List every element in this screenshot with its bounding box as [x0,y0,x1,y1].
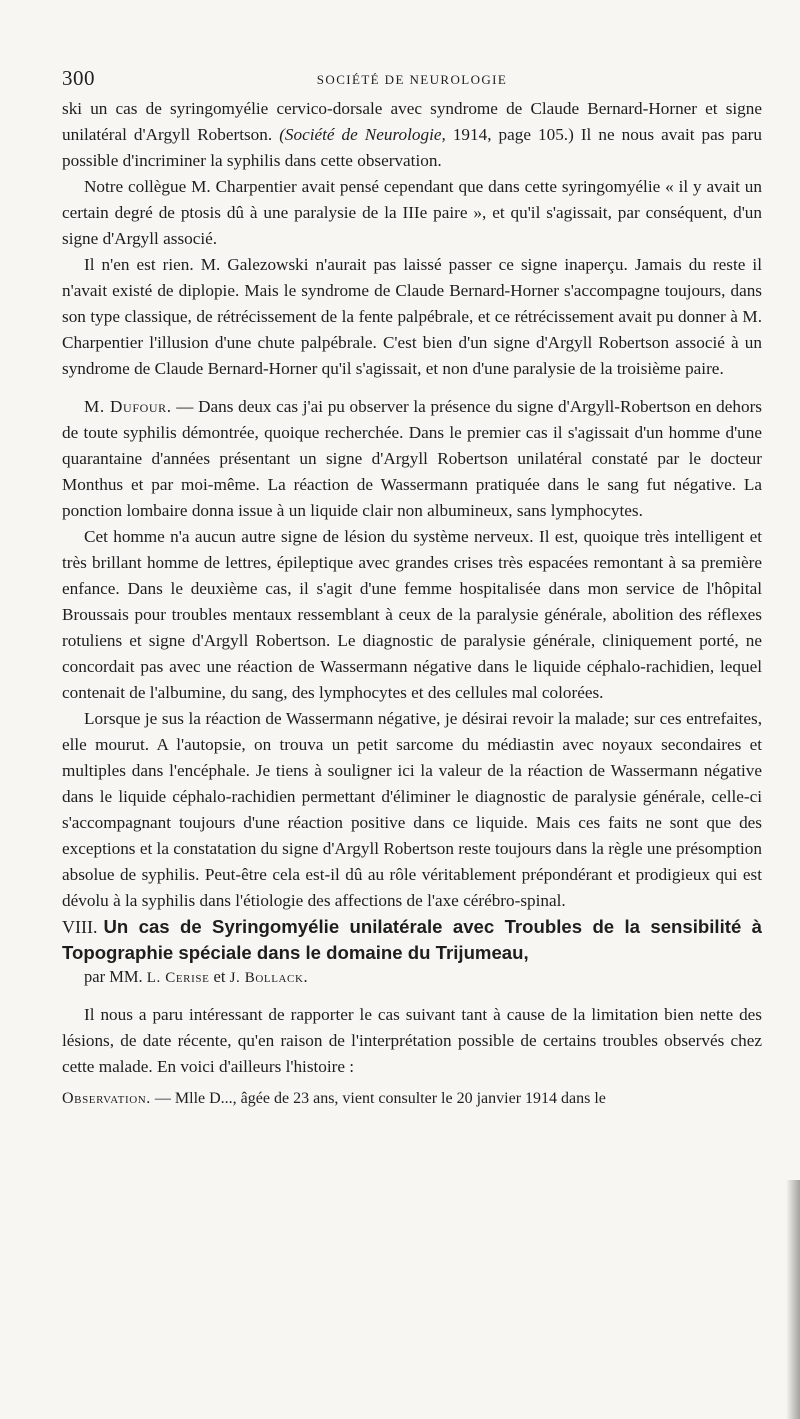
body-text [62,96,762,1112]
paragraph-4-text: — Dans deux cas j'ai pu observer la présence du signe d'Argyll-Robertson en dehors de toute syphilis démontrée, quoique recherchée. Dans le premier cas il s'agissait d'un homme d'une quarantaine d'années présentant un signe d'Argyll Robertson unilatéral constaté par le docteur Monthus et par moi-même. La réaction de Wassermann pratiquée dans le sang fut négative. La ponction lombaire donna issue à un liquide clair non albumineux, sans lymphocytes. [62,397,762,520]
paragraph-7: Il nous a paru intéressant de rapporter le cas suivant tant à cause de la limitation bien nette des lésions, de date récente, qu'en raison de l'interprétation possible de certains troubles observés chez cette malade. En voici d'ailleurs l'histoire : [62,1005,762,1076]
observation-text: — Mlle D..., âgée de 23 ans, vient consulter le 20 janvier 1914 dans le [150,1090,606,1107]
page-number: 300 [62,66,95,90]
observation-line [62,1086,762,1112]
paragraph-1-text-b: 1914, page 105.) Il ne nous avait pas paru possible d'incriminer la syphilis dans cette observation. [62,125,762,170]
author-bollack: J. Bollack [229,970,304,986]
paragraph-6: Lorsque je sus la réaction de Wassermann négative, je désirai revoir la malade; sur ces entrefaites, elle mourut. A l'autopsie, on trouva un petit sarcome du médiastin avec noyaux secondaires et multiples dans l'encéphale. Je tiens à souligner ici la valeur de la réaction de Wassermann négative dans le liquide céphalo-rachidien permettant d'éliminer le diagnostic de paralysie générale, celle-ci s'accompagnant toujours d'une réaction positive dans ce liquide. Mais ces faits ne sont que des exceptions et la constatation du signe d'Argyll Robertson reste toujours dans la règle une présomption absolue de syphilis. Peut-être cela est-il dû au rôle véritablement prépondérant et prodigieux qui est dévolu à la syphilis dans l'étiologie des affections de l'axe cérébro-spinal. [62,709,762,910]
paragraph-5: Cet homme n'a aucun autre signe de lésion du système nerveux. Il est, quoique très intelligent et très brillant homme de lettres, épileptique avec grandes crises très espacées remontant à sa première enfance. Dans le deuxième cas, il s'agit d'une femme hospitalisée dans mon service de l'hôpital Broussais pour troubles mentaux ressemblant à ceux de la paralysie générale, abolition des réflexes rotuliens et signe d'Argyll Robertson. Le diagnostic de paralysie générale, cliniquement porté, ne concordait pas avec une réaction de Wassermann négative dans le liquide céphalo-rachidien, lequel contenait de l'albumine, du sang, des lymphocytes et des cellules mal colorées. [62,527,762,702]
section-heading [62,914,762,965]
byline-joiner: et [209,967,230,986]
journal-title: SOCIÉTÉ DE NEUROLOGIE [316,72,508,87]
citation-reference: (Société de Neurologie, [279,125,446,144]
page-edge-shadow [786,1180,800,1419]
paragraph-2: Notre collègue M. Charpentier avait pensé cependant que dans cette syringomyélie « il y avait un certain degré de ptosis dû à une paralysie de la IIIe paire », et qu'il s'agissait, par conséquent, d'un signe d'Argyll associé. [62,177,762,248]
section-title: Un cas de Syringomyélie unilatérale avec Troubles de la sensibilité à Topographie spéciale dans le domaine du Trijumeau, [62,916,762,963]
byline-prefix: par MM. [84,967,147,986]
speaker-name: M. Dufour. [84,397,172,416]
document-page [62,62,762,1112]
byline-suffix: . [303,967,308,986]
section-byline [62,965,762,990]
paragraph-1-text-a: ski un cas de syringomyélie cervico-dorsale avec syndrome de Claude Bernard-Horner et signe unilatéral d'Argyll Robertson. [62,99,762,144]
paragraph-1 [62,96,762,174]
observation-label: Observation. [62,1090,151,1107]
running-head [62,62,762,96]
section-number: VIII. [62,917,98,937]
paragraph-4 [62,394,762,524]
paragraph-3: Il n'en est rien. M. Galezowski n'aurait pas laissé passer ce signe inaperçu. Jamais du reste il n'avait existé de diplopie. Mais le syndrome de Claude Bernard-Horner s'accompagne toujours, dans son type classique, de rétrécissement de la fente palpébrale, et ce rétrécissement avait pu donner à M. Charpentier l'illusion d'une chute palpébrale. C'est bien d'un signe d'Argyll Robertson associé à un syndrome de Claude Bernard-Horner qu'il s'agissait, et non d'une paralysie de la troisième paire. [62,255,762,378]
author-cerise: L. Cerise [146,970,210,986]
